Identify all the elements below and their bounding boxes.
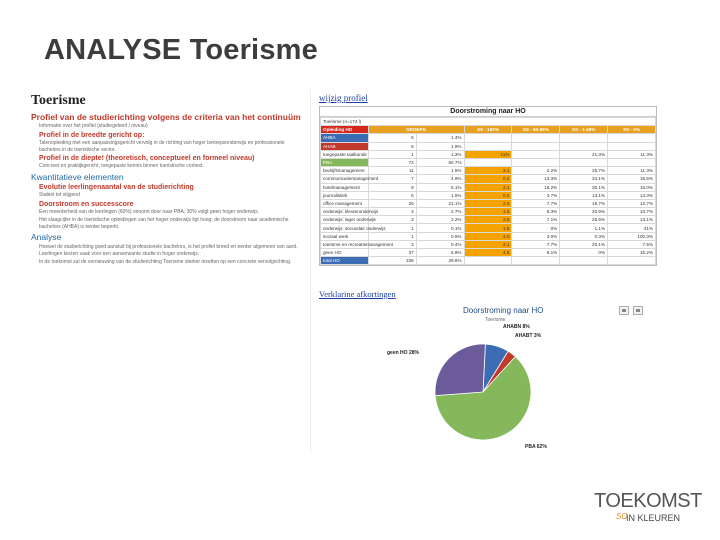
- table-cell: 338: [368, 257, 416, 265]
- table-cell: total HO: [321, 257, 369, 265]
- evolution-text: Stabiel tot stijgend: [39, 192, 80, 199]
- table-row: [321, 240, 656, 248]
- table-cell: communicatiemanagement: [321, 175, 369, 183]
- table-cell: 0%: [512, 224, 560, 232]
- table-cell: 11.3%: [608, 150, 656, 158]
- table-cell: 1.1%: [560, 224, 608, 232]
- table-cell: 12.7%: [608, 199, 656, 207]
- table-row: [321, 199, 656, 207]
- table-cell: [560, 134, 608, 142]
- table-cell: 6: [368, 191, 416, 199]
- table-row: [321, 232, 656, 240]
- table-cell: 20.1%: [560, 240, 608, 248]
- table-cell: 5.1%: [416, 183, 464, 191]
- table-cell: 25.7%: [560, 167, 608, 175]
- table-cell: AHAB: [321, 142, 369, 150]
- analyse-text-2: Leerlingen kiezen vaak voor een aanverwante studie in hoger onderwijs.: [39, 251, 200, 258]
- pie-label-pba: PBA 62%: [525, 444, 547, 450]
- flow-table-container: [319, 106, 657, 266]
- table-cell: toegepaste taalkunde: [321, 150, 369, 158]
- table-row: [321, 167, 656, 175]
- edit-profile-link[interactable]: wijzig profiel: [319, 93, 368, 103]
- table-cell: 60.7%: [416, 158, 464, 166]
- chart-title: Doorstroming naar HO: [463, 306, 544, 315]
- table-cell: AHBA: [321, 134, 369, 142]
- table-header-row: [321, 126, 656, 134]
- table-row: [321, 134, 656, 142]
- table-cell: onderwijs: secundair onderwijs: [321, 224, 369, 232]
- table-cell: 5.9%: [416, 249, 464, 257]
- table-cell: hotelmanagement: [321, 183, 369, 191]
- header-cell: GROEPG: [368, 126, 464, 134]
- quant-heading: Kwantitatieve elementen: [31, 172, 124, 183]
- table-cell: [608, 158, 656, 166]
- table-cell: 15.0%: [608, 183, 656, 191]
- table-cell: 1.5%: [416, 191, 464, 199]
- pie-slice: [435, 344, 485, 396]
- table-cell: 21.1%: [416, 199, 464, 207]
- table-cell: 15.2%: [608, 249, 656, 257]
- profile-text: Informatie over het profiel (studiegebied / niveau): [39, 123, 148, 130]
- flow-text-2: Het slaagcijfer in de toeristische opleidingen van het hoger onderwijs ligt hoog; de doorstroom naar academische bachelors (AHBA) is eerder beperkt.: [39, 216, 289, 230]
- table-cell: 1.9%: [416, 142, 464, 150]
- table-cell: 18.7%: [560, 199, 608, 207]
- table-cell: 1.5: [464, 208, 512, 216]
- table-cell: 1.5: [464, 224, 512, 232]
- legend-abbreviations-link[interactable]: Verklarine afkortingen: [319, 289, 396, 299]
- header-cell: SS - 100%: [464, 126, 512, 134]
- flow-table: [320, 117, 656, 265]
- depth-heading: Profiel in de diepte! (theoretisch, conceptueel en formeel niveau): [39, 155, 255, 163]
- table-cell: journalistiek: [321, 191, 369, 199]
- table-cell: 16.5%: [608, 175, 656, 183]
- table-cell: PBA: [321, 158, 369, 166]
- table-cell: 3.1: [464, 167, 512, 175]
- profile-heading: Profiel van de studierichting volgens de criteria van het continuüm: [31, 112, 301, 122]
- table-row: [321, 142, 656, 150]
- table-cell: 4.5: [464, 249, 512, 257]
- table-cell: 3: [368, 240, 416, 248]
- table-cell: 7.7%: [512, 240, 560, 248]
- table-cell: 2.2%: [416, 216, 464, 224]
- pie-label-ahabn: AHABN 8%: [503, 324, 530, 330]
- table-cell: office management: [321, 199, 369, 207]
- table-cell: [512, 134, 560, 142]
- table-cell: 4.9%: [416, 175, 464, 183]
- table-cell: 1.3%: [416, 150, 464, 158]
- table-cell: 3.0%: [512, 232, 560, 240]
- pie-label-ahabt: AHABT 3%: [515, 333, 542, 339]
- table-cell: 1: [368, 150, 416, 158]
- table-cell: 0.2: [464, 175, 512, 183]
- table-cell: 1.5%: [416, 167, 464, 175]
- table-cell: 100.3%: [608, 232, 656, 240]
- table-cell: [512, 158, 560, 166]
- table-cell: [560, 257, 608, 265]
- table-cell: [464, 257, 512, 265]
- logo-word: TOEKOMST: [594, 490, 702, 512]
- table-cell: 2.0: [464, 199, 512, 207]
- table-cell: 7: [368, 175, 416, 183]
- table-cell: 0.5%: [416, 232, 464, 240]
- table-cell: 72: [368, 158, 416, 166]
- section-heading-toerisme: Toerisme: [31, 93, 86, 108]
- count-cell: Toerisme (n=174 l): [321, 118, 656, 126]
- table-cell: 2.1: [464, 183, 512, 191]
- table-cell: 3: [368, 216, 416, 224]
- table-row: [321, 183, 656, 191]
- table-cell: 11.3%: [608, 167, 656, 175]
- table-cell: [608, 257, 656, 265]
- toekomst-logo: [590, 484, 710, 540]
- table-cell: 13.3%: [512, 175, 560, 183]
- table-cell: bedrijfsmanagement: [321, 167, 369, 175]
- table-row: [321, 249, 656, 257]
- table-cell: [608, 142, 656, 150]
- table-cell: 4: [368, 208, 416, 216]
- analyse-text-3: In de toekomst zal de vernieuwing van de studierichting Toerisme sterker inzetten op een concrete vervolgrichting.: [39, 259, 292, 266]
- breadth-text: Talenopleiding met een aanpassingsgericht vervolg in de richting van hoger beroepsonderwijs en professionele bachelors in de toeristische sector.: [39, 139, 285, 153]
- table-cell: 0%: [560, 249, 608, 257]
- table-cell: 1.4%: [416, 134, 464, 142]
- left-content-panel: [29, 89, 311, 452]
- table-cell: 11%: [464, 150, 512, 158]
- table-cell: 20.9%: [560, 208, 608, 216]
- table-cell: 10.7%: [608, 208, 656, 216]
- table-cell: 7.1%: [512, 216, 560, 224]
- table-cell: 13.1%: [560, 191, 608, 199]
- breadth-heading: Profiel in de breedte gericht op:: [39, 131, 145, 139]
- analyse-heading: Analyse: [31, 232, 62, 243]
- flow-heading: Doorstroom en successcore: [39, 201, 134, 209]
- table-row: [321, 224, 656, 232]
- table-cell: 5: [368, 142, 416, 150]
- table-cell: 21.3%: [560, 150, 608, 158]
- table-cell: 14.3%: [608, 191, 656, 199]
- table-cell: 30.1%: [560, 183, 608, 191]
- table-cell: 7.7%: [512, 199, 560, 207]
- table-cell: 29.8%: [416, 257, 464, 265]
- table-cell: sociaal werk: [321, 232, 369, 240]
- logo-year: SO: [616, 512, 628, 521]
- table-cell: 2.2%: [512, 167, 560, 175]
- table-row: [321, 175, 656, 183]
- table-cell: 13.1%: [608, 216, 656, 224]
- header-cell: SS - 0%: [608, 126, 656, 134]
- table-cell: 6.1%: [512, 249, 560, 257]
- depth-text: Concreet en praktijkgericht, toegepaste kennis binnen toeristische context.: [39, 163, 204, 170]
- table-row: [321, 257, 656, 265]
- table-cell: 26: [368, 199, 416, 207]
- table-cell: [512, 257, 560, 265]
- table-row: [321, 158, 656, 166]
- table-cell: [464, 158, 512, 166]
- table-cell: 3.7%: [512, 191, 560, 199]
- table-cell: [464, 134, 512, 142]
- table-cell: 2.1: [464, 240, 512, 248]
- table-cell: [560, 142, 608, 150]
- table-cell: toerisme en recreatiemanagement: [321, 240, 369, 248]
- logo-subtitle: IN KLEUREN: [626, 513, 681, 523]
- analyse-text-1: Hoewel de studierichting goed aansluit bij professionele bachelors, is het profiel breed en eerder algemeen van aard.: [39, 243, 298, 250]
- table-cell: onderwijs: kleuteronderwijs: [321, 208, 369, 216]
- flow-text-1: Een meerderheid van de leerlingen (60%) stroomt door naar PBA; 30% volgt geen hoger onderwijs.: [39, 209, 260, 216]
- table-cell: 2.7%: [416, 208, 464, 216]
- table-cell: 0.0: [464, 191, 512, 199]
- table-cell: 6.3%: [512, 208, 560, 216]
- table-cell: [512, 150, 560, 158]
- table-cell: 4.0: [464, 232, 512, 240]
- pie-label-geen-ho: geen HO 28%: [387, 350, 419, 356]
- table-cell: 0.1%: [416, 224, 464, 232]
- table-cell: 25.6%: [560, 216, 608, 224]
- table-cell: 16.2%: [512, 183, 560, 191]
- table-cell: 11: [368, 167, 416, 175]
- table-cell: onderwijs: lager onderwijs: [321, 216, 369, 224]
- evolution-heading: Evolutie leerlingenaantal van de studierichting: [39, 184, 194, 192]
- table-cell: 7.5%: [608, 240, 656, 248]
- table-cell: 0.4%: [416, 240, 464, 248]
- chart-subtitle: Toerisme: [485, 317, 506, 323]
- pie-chart-panel: [375, 300, 675, 460]
- header-cell: SS - 1-49%: [560, 126, 608, 134]
- table-cell: 37: [368, 249, 416, 257]
- table-cell: 1: [368, 232, 416, 240]
- table-row: [321, 191, 656, 199]
- table-cell: geen HO: [321, 249, 369, 257]
- slide-title: ANALYSE Toerisme: [44, 34, 318, 66]
- table-cell: [512, 142, 560, 150]
- table-cell: 6: [368, 134, 416, 142]
- table-cell: 9: [368, 183, 416, 191]
- table-cell: 0.3%: [560, 232, 608, 240]
- table-row: [321, 208, 656, 216]
- table-cell: [464, 142, 512, 150]
- header-cell: SS - 50-99%: [512, 126, 560, 134]
- table-count-row: [321, 118, 656, 126]
- table-title: Doorstroming naar HO: [320, 107, 656, 117]
- table-cell: 34.1%: [560, 175, 608, 183]
- table-cell: [608, 134, 656, 142]
- table-cell: [560, 158, 608, 166]
- table-cell: 2.8: [464, 216, 512, 224]
- table-row: [321, 150, 656, 158]
- table-row: [321, 216, 656, 224]
- table-cell: 41%: [608, 224, 656, 232]
- table-cell: 1: [368, 224, 416, 232]
- header-cell: Opleiding HO: [321, 126, 369, 134]
